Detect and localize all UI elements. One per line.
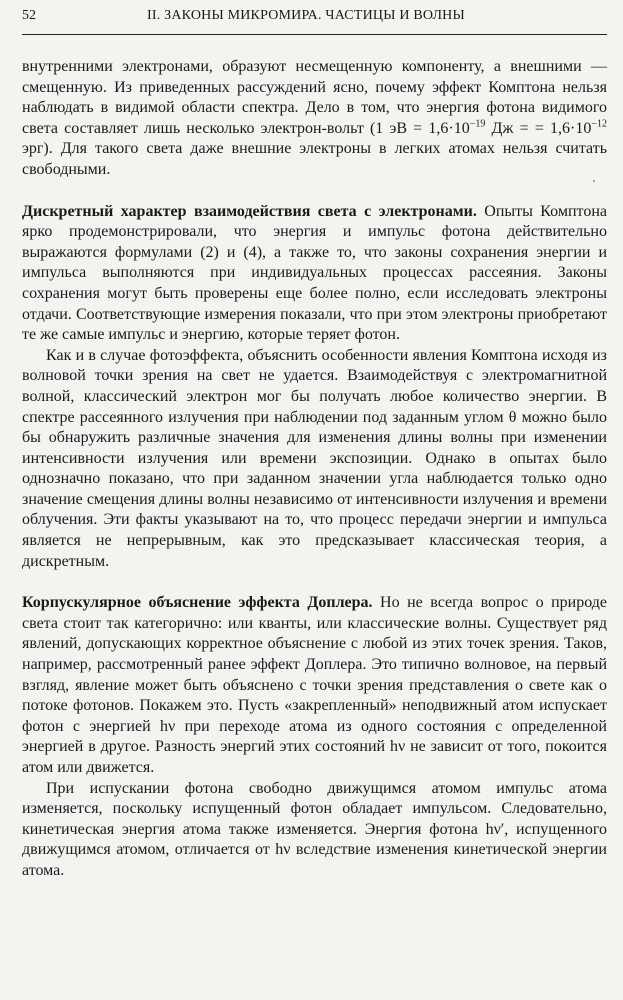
paragraph-continuation	[22, 57, 607, 181]
section-text: Но не всегда вопрос о природе света стоит так категорично: или кванты, или классические волны. Существует ряд явлений, допускающих корректное объяснение с любой из этих точек зрения. Таков, например, рассмотренный ранее эффект Доплера. Это типично волновое, на первый взгляд, явление может быть объяснено с точки зрения представления о свете как о потоке фотонов. Покажем это. Пусть «закрепленный» неподвижный атом испускает фотон с энергией hν при переходе атома из одного состояния с определенной энергией в другое. Разность энергий этих состояний hν не зависит от того, покоится атом или движется.	[22, 594, 608, 776]
section-text: Опыты Комптона ярко продемонстрировали, что энергия и импульс фотона действительно выражаются формулами (2) и (4), а также то, что законы сохранения энергии и импульса выполняются при индивидуальных процессах рассеяния. Законы сохранения могут быть проверены еще более полно, если исследовать электроны отдачи. Соответствующие измерения показали, что при этом электроны приобретают те же самые импульс и энергию, которые теряет фотон.	[22, 202, 608, 344]
text-run: внутренними электронами, образуют несмещенную компоненту, а внешними — смещенную. Из приведенных рассуждений ясно, почему эффект Комптона нельзя наблюдать в видимой области спектра. Дело в том, что энергия фотона видимого света составляет лишь несколько электрон-вольт (1 эВ = 1,6·10	[22, 58, 607, 137]
page	[22, 8, 607, 882]
paragraph-compton-wave: Как и в случае фотоэффекта, объяснить особенности явления Комптона исходя из волновой точки зрения на свет не удается. Взаимодействуя с электромагнитной волной, классический электрон мог бы получать любое количество энергии. В спектре рассеянного излучения при наблюдении под заданным углом θ можно было бы обнаружить различные значения для изменения длины волны при изменении интенсивности излучения или времени экспозиции. Однако в опытах было однозначно показано, что при заданном значении угла наблюдается только одно значение смещения длины волны независимо от интенсивности излучения и времени облучения. Эти факты указывают на то, что процесс передачи энергии и импульса является не непрерывным, как это предсказывает классическая теория, а дискретным.	[22, 346, 607, 570]
chapter-title: II. ЗАКОНЫ МИКРОМИРА. ЧАСТИЦЫ И ВОЛНЫ	[147, 8, 465, 23]
text-run: эрг). Для такого света даже внешние электроны в легких атомах нельзя считать свободными.	[22, 140, 607, 178]
section-heading: Корпускулярное объяснение эффекта Доплера.	[22, 594, 373, 612]
section-gap	[22, 572, 607, 593]
page-number: 52	[22, 8, 36, 23]
exponent: −19	[469, 118, 486, 130]
section-discrete-interaction	[22, 202, 607, 346]
exponent: −12	[591, 118, 607, 130]
page-body	[22, 57, 607, 882]
paragraph-photon-emission: При испускании фотона свободно движущимся атомом импульс атома изменяется, поскольку испущенный фотон обладает импульсом. Следовательно, кинетическая энергия атома также изменяется. Энергия фотона hν′, испущенного движущимся атомом, отличается от hν вследствие изменения кинетической энергии атома.	[22, 779, 607, 879]
text-run: Дж = = 1,6·10	[485, 119, 592, 137]
section-doppler	[22, 593, 607, 778]
section-heading: Дискретный характер взаимодействия света с электронами.	[22, 202, 477, 220]
running-header	[22, 8, 607, 35]
section-gap	[22, 181, 607, 202]
scan-speck	[593, 180, 595, 182]
